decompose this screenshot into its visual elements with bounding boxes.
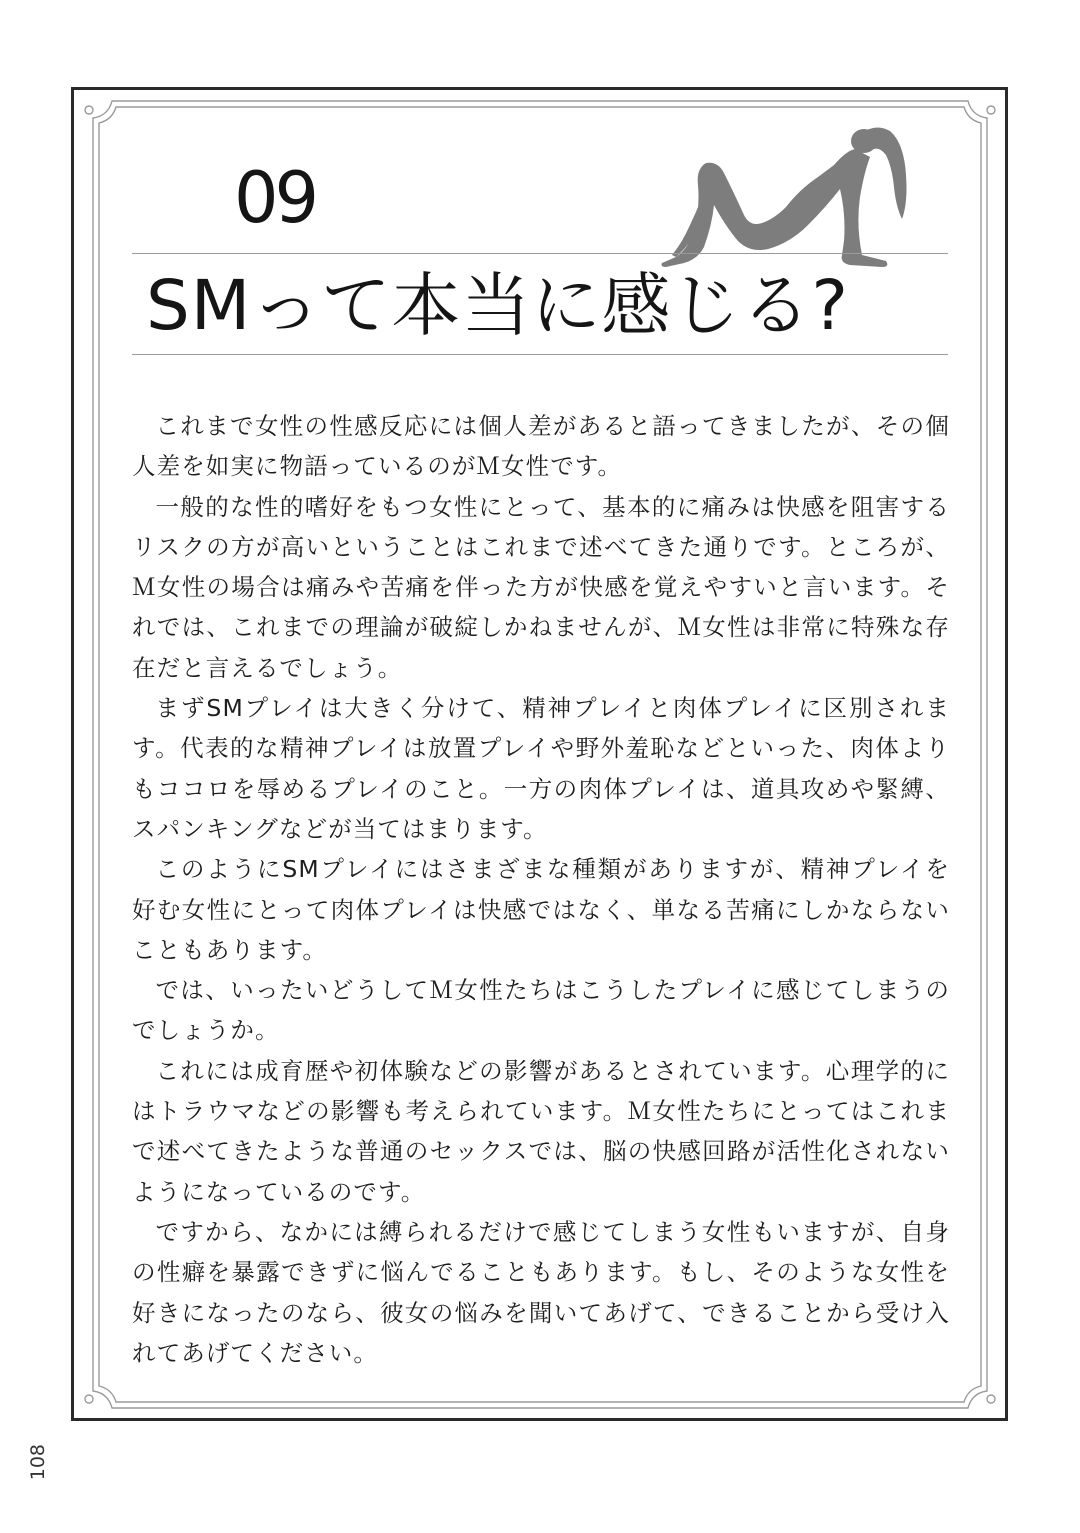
page-number: 108 [27, 1444, 49, 1481]
paragraph: まずSMプレイは大きく分けて、精神プレイと肉体プレイに区別されます。代表的な精神プレイは放置プレイや野外羞恥などといった、肉体よりもココロを辱めるプレイのこと。一方の肉体プレイは、道具攻めや緊縛、スパンキングなどが当てはまります。 [132, 694, 950, 843]
woman-silhouette-icon [650, 115, 910, 271]
paragraph: このようにSMプレイにはさまざまな種類がありますが、精神プレイを好む女性にとって肉体プレイは快感ではなく、単なる苦痛にしかならないこともあります。 [132, 855, 950, 964]
paragraph: これまで女性の性感反応には個人差があると語ってきましたが、その個人差を如実に物語っているのがＭ女性です。 [132, 412, 950, 481]
title-top-rule [132, 253, 948, 254]
chapter-number: 09 [234, 157, 316, 239]
paragraph: ですから、なかには縛られるだけで感じてしまう女性もいますが、自身の性癖を暴露できずに悩んでることもあります。もし、そのような女性を好きになったのなら、彼女の悩みを聞いてあげて、できることから受け入れてあげてください。 [132, 1217, 950, 1367]
article-body [132, 406, 950, 1373]
paragraph: では、いったいどうしてＭ女性たちはこうしたプレイに感じてしまうのでしょうか。 [132, 976, 950, 1045]
paragraph: これには成育歴や初体験などの影響があるとされています。心理学的にはトラウマなどの影響も考えられています。Ｍ女性たちにとってはこれまで述べてきたような普通のセックスでは、脳の快感回路が活性化されないようになっているのです。 [132, 1056, 950, 1206]
paragraph: 一般的な性的嗜好をもつ女性にとって、基本的に痛みは快感を阻害するリスクの方が高いということはこれまで述べてきた通りです。ところが、Ｍ女性の場合は痛みや苦痛を伴った方が快感を覚えやすいと言います。それでは、これまでの理論が破綻しかねませんが、Ｍ女性は非常に特殊な存在だと言えるでしょう。 [132, 492, 950, 682]
article-title: SMって本当に感じる? [146, 266, 849, 346]
title-bottom-rule [132, 354, 948, 355]
